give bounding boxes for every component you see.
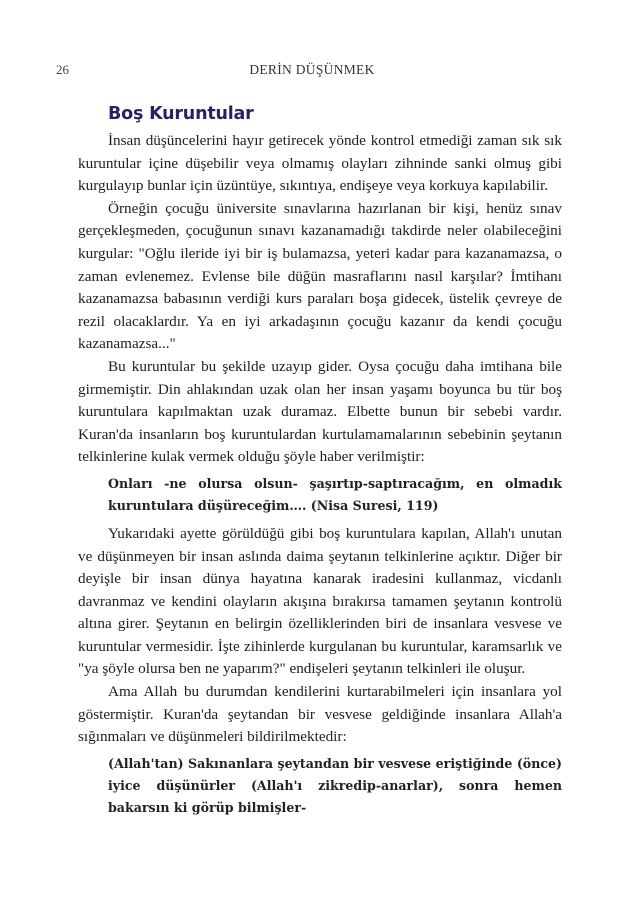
page-content [78, 104, 562, 825]
book-title: DERİN DÜŞÜNMEK [249, 62, 375, 77]
verse-quote: (Allah'tan) Sakınanlara şeytandan bir vesvese eriştiğinde (önce) iyice düşünürler (Allah'ı zikredip-anarlar), sonra hemen bakarsın ki görüp bilmişler- [108, 755, 562, 815]
paragraph: Yukarıdaki ayette görüldüğü gibi boş kuruntulara kapılan, Allah'ı unutan ve düşünmeyen bir insan aslında daima şeytanın telkinlerine açıktır. Diğer bir deyişle bir insan dünya hayatına kanarak iradesini kullanmaz, vicdanlı davranmaz ve kendini olayların akışına bırakırsa tamamen şeytanın kontrolü altına girer. Şeytanın en belirgin özelliklerinden biri de insanlara vesvese ve kuruntular vermesidir. İşte zihinlerde kurgulanan bu kuruntular, karamsarlık ve "ya şöyle olursa ben ne yaparım?" endişeleri şeytanın telkinleri ile oluşur. [78, 524, 562, 678]
paragraph: İnsan düşüncelerini hayır getirecek yönde kontrol etmediği zaman sık sık kuruntular içine düşebilir veya olmamış olayları zihninde sanki olmuş gibi kurgulayıp bunlar için üzüntüye, sıkıntıya, endişeye veya korkuya kapılabilir. [78, 132, 562, 195]
page-number: 26 [56, 62, 69, 77]
running-header [0, 62, 624, 82]
paragraph: Bu kuruntular bu şekilde uzayıp gider. Oysa çocuğu daha imtihana bile girmemiştir. Din ahlakından uzak olan her insan yaşamı boyunca bu tür boş kuruntulara kapılmaktan uzak duramaz. Elbette bunun bir sebebi vardır. Kuran'da insanların boş kuruntulardan kurtulamamalarının sebebinin şeytanın telkinlerine kulak vermek olduğu şöyle haber verilmiştir: [78, 357, 562, 466]
verse-quote: Onları -ne olursa olsun- şaşırtıp-saptıracağım, en olmadık kuruntulara düşüreceğim…. (Nisa Suresi, 119) [108, 475, 562, 513]
paragraph: Ama Allah bu durumdan kendilerini kurtarabilmeleri için insanlara yol göstermiştir. Kuran'da şeytandan bir vesvese geldiğinde insanlara Allah'a sığınmaları ve düşünmeleri bildirilmektedir: [78, 683, 562, 746]
paragraph: Örneğin çocuğu üniversite sınavlarına hazırlanan bir kişi, henüz sınav gerçekleşmeden, çocuğunun sınavı kazanamadığı takdirde neler olabileceğini kurgular: "Oğlu ileride iyi bir iş bulamazsa, yeteri kadar para kazanamazsa, o zaman evlenemez. Evlense bile düğün masraflarını nasıl karşılar? İmtihanı kazanamazsa babasının verdiği kurs paraları boşa gidecek, üstelik çevreye de rezil olacaklardır. Ya en iyi arkadaşının çocuğu kazanır da kendi çocuğu kazanamazsa..." [78, 199, 562, 353]
section-heading: Boş Kuruntular [108, 104, 254, 124]
